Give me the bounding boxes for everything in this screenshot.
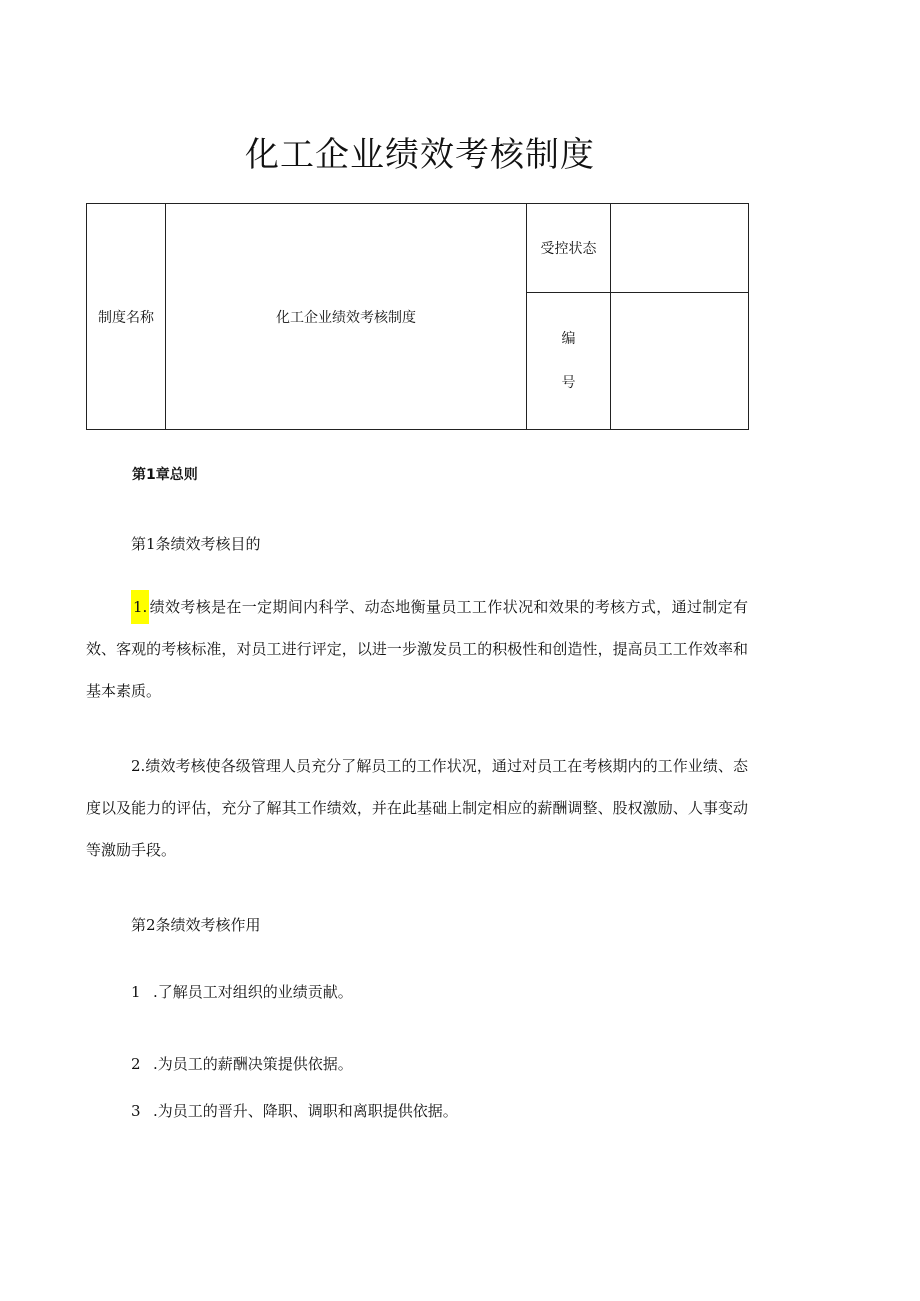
list-item [131, 982, 353, 1002]
chapter-heading: 第1章总则 [132, 467, 198, 483]
highlighted-item-number: 1. [131, 590, 149, 624]
control-status-label: 受控状态 [527, 204, 611, 293]
list-item-text: .为员工的晋升、降职、调职和离职提供依据。 [153, 1102, 458, 1120]
list-item-number: 2 [131, 1055, 141, 1073]
list-item-text: .了解员工对组织的业绩贡献。 [153, 983, 353, 1001]
regulation-info-table [86, 203, 749, 430]
code-label [527, 293, 611, 430]
document-title: 化工企业绩效考核制度 [245, 135, 595, 175]
list-item [131, 1101, 458, 1121]
paragraph: 2.绩效考核使各级管理人员充分了解员工的工作状况，通过对员工在考核期内的工作业绩、态度以及能力的评估，充分了解其工作绩效，并在此基础上制定相应的薪酬调整、股权激励、人事变动等激励手段。 [86, 757, 748, 859]
list-item-number: 1 [131, 983, 141, 1001]
list-item-text: .为员工的薪酬决策提供依据。 [153, 1055, 353, 1073]
list-item-number: 3 [131, 1102, 141, 1120]
regulation-name-label: 制度名称 [87, 204, 166, 430]
control-status-value [611, 204, 749, 293]
regulation-name-value: 化工企业绩效考核制度 [166, 204, 527, 430]
paragraph-text: 绩效考核是在一定期间内科学、动态地衡量员工工作状况和效果的考核方式，通过制定有效、客观的考核标准，对员工进行评定，以进一步激发员工的积极性和创造性，提高员工工作效率和基本素质。 [86, 598, 748, 700]
code-label-bottom: 号 [561, 375, 576, 391]
code-value [611, 293, 749, 430]
article-heading: 第1条绩效考核目的 [131, 535, 261, 553]
code-label-top: 编 [561, 331, 576, 347]
paragraph [86, 586, 748, 712]
article-heading: 第2条绩效考核作用 [131, 916, 261, 934]
list-item [131, 1054, 353, 1074]
